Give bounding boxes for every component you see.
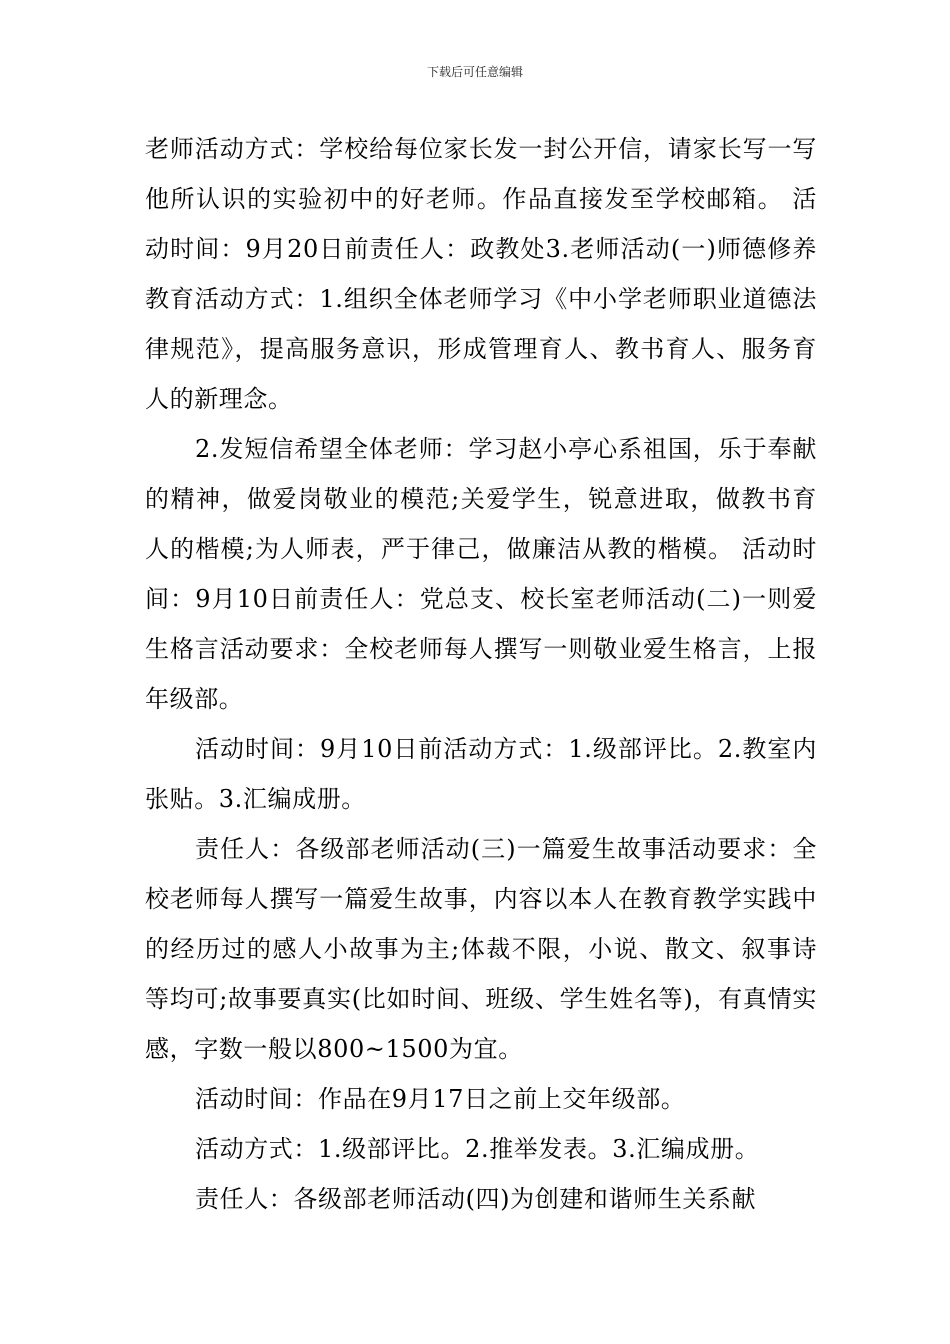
paragraph-6: 活动方式：1.级部评比。2.推举发表。3.汇编成册。 [195,1135,760,1163]
paragraph-3: 活动时间：9月10日前活动方式：1.级部评比。2.教室内张贴。3.汇编成册。 [145,735,817,813]
paragraph-2: 2.发短信希望全体老师：学习赵小亭心系祖国，乐于奉献的精神，做爱岗敬业的模范;关爱学生，锐意进取，做教书育人的楷模;为人师表，严于律己，做廉洁从教的楷模。 活动时间：9月10日前责任人：党总支、校长室老师活动(二)一则爱生格言活动要求：全校老师每人撰写一则敬业爱生格言，上报年级部。 [145,435,817,713]
paragraph-1: 老师活动方式：学校给每位家长发一封公开信，请家长写一写他所认识的实验初中的好老师。作品直接发至学校邮箱。 活动时间：9月20日前责任人：政教处3.老师活动(一)师德修养教育活动方式：1.组织全体老师学习《中小学老师职业道德法律规范》，提高服务意识，形成管理育人、教书育人、服务育人的新理念。 [145,135,817,413]
document-body [145,124,817,1224]
paragraph-4: 责任人：各级部老师活动(三)一篇爱生故事活动要求：全校老师每人撰写一篇爱生故事，内容以本人在教育教学实践中的经历过的感人小故事为主;体裁不限，小说、散文、叙事诗等均可;故事要真实(比如时间、班级、学生姓名等)，有真情实感，字数一般以800~1500为宜。 [145,835,817,1063]
paragraph-5: 活动时间：作品在9月17日之前上交年级部。 [195,1085,686,1113]
page-header: 下载后可任意编辑 [426,65,523,79]
paragraph-7: 责任人：各级部老师活动(四)为创建和谐师生关系献 [195,1185,757,1213]
